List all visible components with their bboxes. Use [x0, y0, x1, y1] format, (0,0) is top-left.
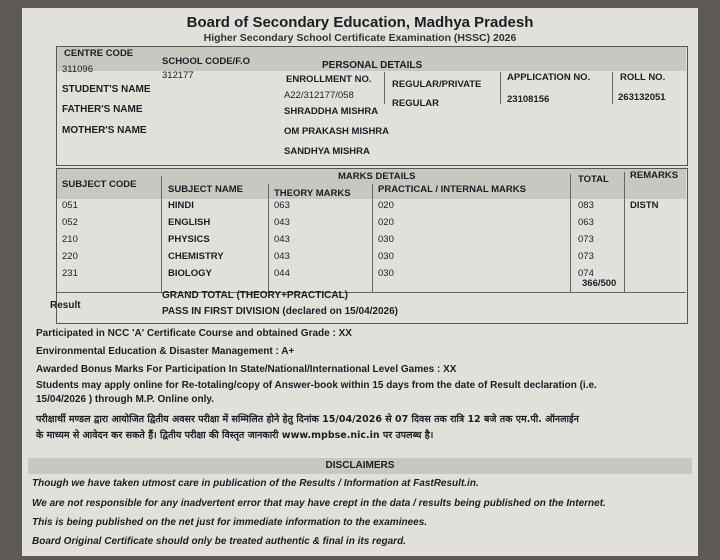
roll-no-label: ROLL NO.: [620, 72, 666, 83]
father-name-label: FATHER'S NAME: [62, 104, 143, 115]
subject-name: CHEMISTRY: [168, 251, 224, 262]
remarks: DISTN: [630, 200, 659, 211]
student-name-value: SHRADDHA MISHRA: [284, 106, 379, 117]
divider: [612, 72, 613, 104]
retotaling-note-line1: Students may apply online for Re-totaling/copy of Answer-book within 15 days from the date of Result declaration (i.e.: [36, 380, 597, 391]
student-name-label: STUDENT'S NAME: [62, 84, 151, 95]
retotaling-note-line2: 15/04/2026 ) through M.P. Online only.: [36, 394, 215, 405]
subject-name: BIOLOGY: [168, 268, 212, 279]
col-theory-marks: THEORY MARKS: [274, 188, 351, 199]
application-no-label: APPLICATION NO.: [507, 72, 591, 83]
mother-name-label: MOTHER'S NAME: [62, 125, 147, 136]
practical-marks: 020: [378, 200, 394, 211]
environment-note: Environmental Education & Disaster Management : A+: [36, 346, 295, 357]
col-subject-name: SUBJECT NAME: [168, 184, 243, 195]
subject-code: 220: [62, 251, 78, 262]
school-code-label: SCHOOL CODE/F.O: [162, 56, 250, 67]
ncc-note: Participated in NCC 'A' Certificate Course and obtained Grade : XX: [36, 328, 352, 339]
grand-total-value: 366/500: [582, 278, 617, 289]
divider: [384, 72, 385, 104]
result-label: Result: [50, 300, 81, 311]
divider: [57, 292, 686, 293]
total-marks: 073: [578, 251, 594, 262]
total-marks: 083: [578, 200, 594, 211]
centre-code-value: 311096: [62, 64, 93, 75]
practical-marks: 030: [378, 234, 394, 245]
subject-code: 231: [62, 268, 78, 279]
result-value: PASS IN FIRST DIVISION (declared on 15/04/2026): [162, 306, 399, 317]
theory-marks: 043: [274, 234, 290, 245]
divider: [500, 72, 501, 104]
subject-code: 051: [62, 200, 78, 211]
board-title: Board of Secondary Education, Madhya Pradesh: [186, 14, 534, 31]
hindi-note-line2: के माध्यम से आवेदन कर सकते हैं। द्वितीय परीक्षा की विस्तृत जानकारी www.mpbse.nic.in पर उपलब्ध है।: [36, 430, 434, 441]
subject-name: ENGLISH: [168, 217, 211, 228]
subject-name: PHYSICS: [168, 234, 210, 245]
enrollment-value: A22/312177/058: [284, 90, 354, 101]
hindi-note-line1: परीक्षार्थी मण्डल द्वारा आयोजित द्वितीय अवसर परीक्षा में सम्मिलित होने हेतु दिनांक 15/04/2026 से 07 दिवस तक रात्रि 12 बजे तक एम.पी. ऑनलाईन: [36, 414, 579, 425]
practical-marks: 030: [378, 268, 394, 279]
col-total: TOTAL: [578, 174, 609, 185]
bonus-marks-note: Awarded Bonus Marks For Participation In State/National/International Level Games : XX: [36, 364, 457, 375]
theory-marks: 044: [274, 268, 290, 279]
enrollment-label: ENROLLMENT NO.: [286, 74, 372, 85]
col-subject-code: SUBJECT CODE: [62, 179, 137, 190]
disclaimer-item: Though we have taken utmost care in publication of the Results / Information at FastResult.in.: [32, 478, 479, 489]
theory-marks: 043: [274, 251, 290, 262]
result-sheet: [22, 8, 698, 556]
exam-subtitle: Higher Secondary School Certificate Examination (HSSC) 2026: [203, 32, 517, 44]
practical-marks: 020: [378, 217, 394, 228]
centre-code-label: CENTRE CODE: [64, 48, 134, 59]
disclaimer-item: Board Original Certificate should only be treated authentic & final in its regard.: [32, 536, 406, 547]
theory-marks: 063: [274, 200, 290, 211]
total-marks: 074: [578, 268, 594, 279]
regular-private-label: REGULAR/PRIVATE: [392, 79, 482, 90]
col-remarks: REMARKS: [630, 170, 679, 181]
mother-name-value: SANDHYA MISHRA: [284, 146, 370, 157]
subject-name: HINDI: [168, 200, 194, 211]
application-no-value: 23108156: [507, 94, 550, 105]
grand-total-label: GRAND TOTAL (THEORY+PRACTICAL): [162, 290, 349, 301]
marks-details-title: MARKS DETAILS: [338, 171, 416, 182]
disclaimer-item: We are not responsible for any inadvertent error that may have crept in the data / results being published on the Internet.: [32, 498, 606, 509]
subject-code: 210: [62, 234, 78, 245]
regular-private-value: REGULAR: [392, 98, 439, 109]
father-name-value: OM PRAKASH MISHRA: [284, 126, 390, 137]
total-marks: 073: [578, 234, 594, 245]
disclaimer-item: This is being published on the net just for immediate information to the examinees.: [32, 517, 428, 528]
practical-marks: 030: [378, 251, 394, 262]
total-marks: 063: [578, 217, 594, 228]
school-code-value: 312177: [162, 70, 194, 81]
theory-marks: 043: [274, 217, 290, 228]
disclaimers-header: DISCLAIMERS: [28, 458, 692, 474]
subject-code: 052: [62, 217, 78, 228]
col-practical-marks: PRACTICAL / INTERNAL MARKS: [378, 184, 526, 195]
roll-no-value: 263132051: [618, 92, 666, 103]
personal-details-title: PERSONAL DETAILS: [322, 60, 423, 71]
